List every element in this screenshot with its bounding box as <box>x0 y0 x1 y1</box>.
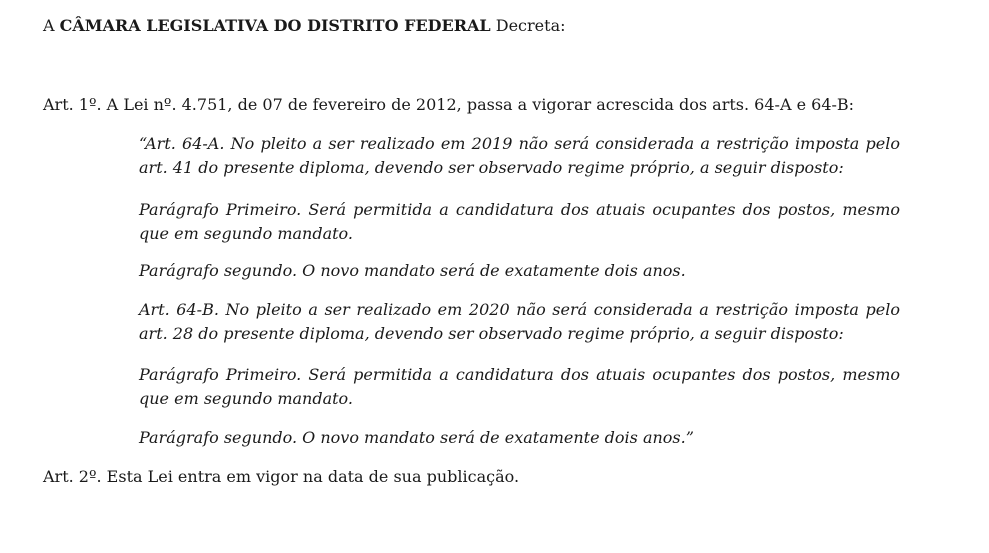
heading-suffix: Decreta: <box>490 16 566 35</box>
article-2: Art. 2º. Esta Lei entra em vigor na data de sua publicação. <box>43 467 520 486</box>
quoted-paragraph-second-64a: Parágrafo segundo. O novo mandato será de exatamente dois anos. <box>139 261 686 280</box>
quoted-paragraph-first-64a: Parágrafo Primeiro. Será permitida a candidatura dos atuais ocupantes dos postos, mesmo que em segundo mandato. <box>139 200 900 243</box>
quoted-article-64b: Art. 64-B. No pleito a ser realizado em 2020 não será considerada a restrição imposta pelo art. 28 do presente diploma, devendo ser observado regime próprio, a seguir disposto: <box>139 300 900 343</box>
quoted-paragraph-first-64b: Parágrafo Primeiro. Será permitida a candidatura dos atuais ocupantes dos postos, mesmo que em segundo mandato. <box>139 365 900 408</box>
quoted-article-64a: “Art. 64-A. No pleito a ser realizado em 2019 não será considerada a restrição imposta pelo art. 41 do presente diploma, devendo ser observado regime próprio, a seguir disposto: <box>139 134 900 177</box>
article-1: Art. 1º. A Lei nº. 4.751, de 07 de fevereiro de 2012, passa a vigorar acrescida dos arts. 64-A e 64-B: <box>43 95 855 114</box>
heading-prefix: A <box>43 16 60 35</box>
decree-heading <box>43 14 566 38</box>
legislative-chamber-name: CÂMARA LEGISLATIVA DO DISTRITO FEDERAL <box>59 16 491 35</box>
quoted-paragraph-second-64b: Parágrafo segundo. O novo mandato será de exatamente dois anos.” <box>139 428 694 447</box>
